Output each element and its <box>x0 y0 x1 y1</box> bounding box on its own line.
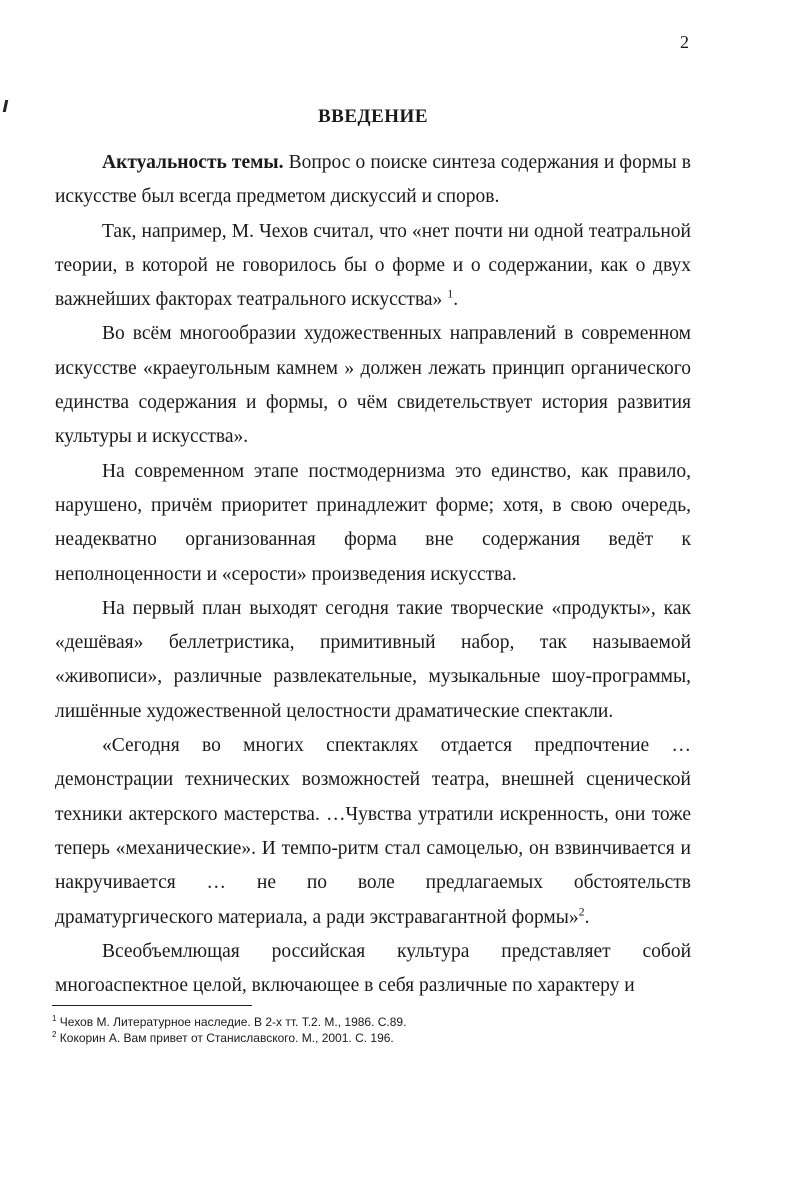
paragraph-culture: Всеобъемлющая российская культура представляет собой многоаспектное целой, включающее в себя различные по характеру и <box>55 940 691 997</box>
paragraph-text: «Сегодня во многих спектаклях отдается предпочтение … демонстрации технических возможностей театра, внешней сценической техники актерского мастерства. …Чувства утратили искренность, они тоже теперь «механические». И темпо-ритм стал самоцелью, он взвинчивается и накручивается … не по воле предлагаемых обстоятельств драматургического материала, а ради экстравагантной формы» <box>55 735 691 928</box>
footnotes <box>52 1014 692 1046</box>
paragraph-kokorin-quote <box>55 729 691 935</box>
footnote-item <box>52 1014 692 1030</box>
footnote-number: 2 <box>52 1030 57 1039</box>
page-number: 2 <box>680 32 689 52</box>
footnote-ref[interactable]: 1 <box>447 286 454 301</box>
footnote-text: Чехов М. Литературное наследие. В 2-х тт. Т.2. М., 1986. С.89. <box>56 1015 407 1029</box>
page-title: ВВЕДЕНИЕ <box>318 106 428 127</box>
paragraph-text: Вопрос о поиске синтеза содержания и формы в искусстве был всегда предметом дискуссий и споров. <box>55 152 691 208</box>
paragraph-postmodernism: На современном этапе постмодернизма это единство, как правило, нарушено, причём приоритет принадлежит форме; хотя, в свою очередь, неадекватно организованная форма вне содержания ведёт к неполноценности и «серости» произведения искусства. <box>55 460 691 585</box>
footnote-ref[interactable]: 2 <box>578 904 585 919</box>
footnote-item <box>52 1030 692 1046</box>
paragraph-chekhov-quote <box>55 215 691 318</box>
paragraph-relevance <box>55 146 691 215</box>
footnote-number: 1 <box>52 1014 57 1023</box>
paragraph-tail: . <box>584 906 590 928</box>
paragraph-text: Так, например, М. Чехов считал, что «нет почти ни одной театральной теории, в которой не говорилось бы о форме и о содержании, как о двух важнейших факторах театрального искусства» <box>55 220 691 311</box>
paragraph-products: На первый план выходят сегодня такие творческие «продукты», как «дешёвая» беллетристика, примитивный набор, так называемой «живописи», различные развлекательные, музыкальные шоу-программы, лишённые художественной целостности драматические спектакли. <box>55 597 691 722</box>
paragraph-lead: Актуальность темы. <box>102 152 284 173</box>
main-text <box>55 146 691 1003</box>
footnote-divider <box>52 1005 252 1006</box>
paragraph-tail: . <box>453 289 459 311</box>
footnote-text: Кокорин А. Вам привет от Станиславского. М., 2001. С. 196. <box>56 1031 394 1045</box>
paragraph-unity: Во всём многообразии художественных направлений в современном искусстве «краеугольным камнем » должен лежать принцип органического единства содержания и формы, о чём свидетельствует история развития культуры и искусства». <box>55 323 691 448</box>
